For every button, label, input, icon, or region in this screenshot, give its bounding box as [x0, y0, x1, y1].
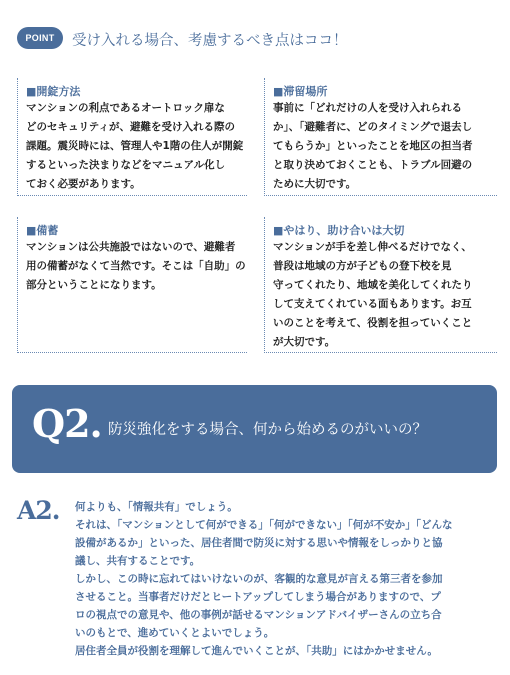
box-line: いのことを考えて、役割を担っていくこと — [273, 317, 473, 329]
box-line: と取り決めておくことも、トラブル回避の — [273, 159, 473, 171]
box-body — [26, 99, 247, 194]
box-line: てもらうか」といったことを地区の担当者 — [273, 140, 473, 152]
box-unlock-method — [17, 78, 247, 196]
box-body — [26, 238, 247, 295]
answer-line: 何よりも、「情報共有」でしょう。 — [75, 501, 238, 513]
box-body — [273, 99, 497, 194]
box-line: 課題。震災時には、管理人や1階の住人が開錠 — [26, 140, 244, 152]
box-line: か」、「避難者に、どのタイミングで退去し — [273, 121, 473, 133]
box-line: どのセキュリティが、避難を受け入れる際の — [26, 121, 235, 133]
answer-line: それは、「マンションとして何ができる」「何ができない」「何が不安か」「どんな — [75, 519, 453, 531]
answer-line: 居住者全員が役割を理解して進んでいくことが、「共助」にはかかせません。 — [75, 645, 438, 657]
answer-line: しかし、この時に忘れてはいけないのが、客観的な意見が言える第三者を参加 — [75, 573, 443, 585]
box-line: 用の備蓄がなくて当然です。そこは「自助」の — [26, 260, 246, 272]
box-line: 事前に「どれだけの人を受け入れられる — [273, 102, 462, 114]
answer-line: 設備があるか」といった、居住者間で防災に対する思いや情報をしっかりと協 — [75, 537, 443, 549]
box-body — [273, 238, 497, 352]
box-line: 普段は地域の方が子どもの登下校を見 — [273, 260, 452, 272]
box-title: ■滞留場所 — [273, 85, 328, 98]
box-line: マンションの利点であるオートロック扉な — [26, 102, 225, 114]
box-line: して支えてくれている面もあります。お互 — [273, 298, 472, 310]
box-stockpile — [17, 217, 247, 353]
box-line: ておく必要があります。 — [26, 178, 141, 190]
answer-line: ロの視点での意見や、他の事例が話せるマンションアドバイザーさんの立ち合 — [75, 609, 442, 621]
box-line: ために大切です。 — [273, 178, 357, 190]
answer-line: 議し、共有することです。 — [75, 555, 201, 567]
box-line: するといった決まりなどをマニュアル化し — [26, 159, 226, 171]
box-line: マンションは公共施設ではないので、避難者 — [26, 241, 236, 253]
question-label: Q2. — [32, 401, 102, 446]
box-line: マンションが手を差し伸べるだけでなく、 — [273, 241, 472, 253]
question-panel — [12, 385, 497, 473]
box-line: 部分ということになります。 — [26, 279, 162, 291]
box-title: ■開錠方法 — [26, 85, 81, 98]
answer-label: A2. — [17, 496, 60, 525]
box-line: 守ってくれたり、地域を美化してくれたり — [273, 279, 473, 291]
box-line: が大切です。 — [273, 336, 336, 348]
box-stay-place — [264, 78, 497, 196]
question-text: 防災強化をする場合、何から始めるのがいいの？ — [108, 422, 427, 438]
box-title: ■備蓄 — [26, 224, 59, 237]
point-badge: POINT — [17, 27, 63, 49]
answer-body — [75, 498, 505, 660]
answer-line: いのもとで、進めていくとよいでしょう。 — [75, 627, 275, 639]
box-title: ■やはり、助け合いは大切 — [273, 224, 405, 237]
point-title: 受け入れる場合、考慮するべき点はココ！ — [72, 33, 348, 49]
answer-line: させること。当事者だけだとヒートアップしてしまう場合がありますので、プ — [75, 591, 441, 603]
box-mutual-aid — [264, 217, 497, 353]
